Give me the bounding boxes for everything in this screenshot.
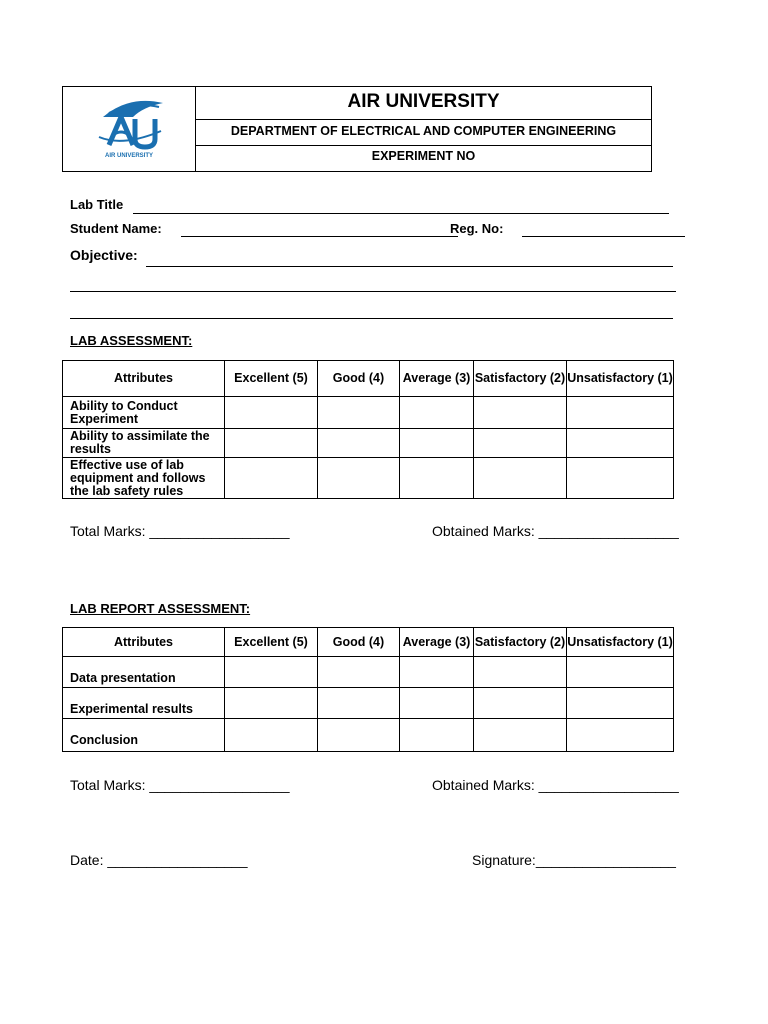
score-cell[interactable] [318, 397, 400, 429]
col-header-good: Good (4) [318, 628, 400, 657]
objective-label: Objective: [70, 247, 138, 263]
date-field[interactable]: Date: __________________ [70, 852, 248, 868]
score-cell[interactable] [474, 719, 567, 752]
objective-line-1[interactable] [146, 266, 673, 267]
score-cell[interactable] [318, 719, 400, 752]
score-cell[interactable] [567, 657, 674, 688]
col-header-excellent: Excellent (5) [225, 361, 318, 397]
score-cell[interactable] [225, 719, 318, 752]
report-total-marks[interactable]: Total Marks: __________________ [70, 777, 290, 793]
report-assessment-heading: LAB REPORT ASSESSMENT: [70, 601, 251, 616]
score-cell[interactable] [567, 397, 674, 429]
col-header-satisfactory: Satisfactory (2) [474, 361, 567, 397]
table-row [63, 688, 674, 719]
col-header-unsatisfactory: Unsatisfactory (1) [567, 361, 674, 397]
row-label: Experimental results [63, 688, 225, 719]
university-title: AIR UNIVERSITY [347, 91, 500, 112]
score-cell[interactable] [318, 458, 400, 499]
score-cell[interactable] [474, 397, 567, 429]
logo-text: AIR UNIVERSITY [104, 153, 154, 159]
score-cell[interactable] [318, 688, 400, 719]
score-cell[interactable] [400, 657, 474, 688]
row-label: Ability to assimilate the results [63, 429, 225, 458]
score-cell[interactable] [474, 429, 567, 458]
score-cell[interactable] [474, 657, 567, 688]
objective-line-2[interactable] [70, 291, 676, 292]
lab-total-marks[interactable]: Total Marks: __________________ [70, 523, 290, 539]
student-name-label: Student Name: [70, 221, 162, 236]
col-header-good: Good (4) [318, 361, 400, 397]
experiment-no: EXPERIMENT NO [371, 149, 476, 163]
row-label: Ability to Conduct Experiment [63, 397, 225, 429]
lab-title-label: Lab Title [70, 197, 124, 212]
table-row [63, 458, 674, 499]
report-obtained-marks[interactable]: Obtained Marks: __________________ [432, 777, 679, 793]
score-cell[interactable] [225, 458, 318, 499]
student-name-line[interactable] [181, 236, 458, 237]
lab-obtained-marks[interactable]: Obtained Marks: __________________ [432, 523, 679, 539]
reg-no-line[interactable] [522, 236, 685, 237]
col-header-average: Average (3) [400, 361, 474, 397]
score-cell[interactable] [474, 688, 567, 719]
objective-line-3[interactable] [70, 318, 673, 319]
score-cell[interactable] [567, 458, 674, 499]
col-header-attributes: Attributes [63, 361, 225, 397]
table-row [63, 657, 674, 688]
score-cell[interactable] [225, 688, 318, 719]
score-cell[interactable] [225, 397, 318, 429]
row-label: Data presentation [63, 657, 225, 688]
row-label: Effective use of lab equipment and follows the lab safety rules [63, 458, 225, 499]
col-header-attributes: Attributes [63, 628, 225, 657]
score-cell[interactable] [225, 429, 318, 458]
lab-title-line[interactable] [133, 213, 669, 214]
col-header-excellent: Excellent (5) [225, 628, 318, 657]
table-row [63, 429, 674, 458]
score-cell[interactable] [567, 719, 674, 752]
score-cell[interactable] [318, 429, 400, 458]
score-cell[interactable] [567, 429, 674, 458]
header-box [62, 86, 652, 172]
col-header-unsatisfactory: Unsatisfactory (1) [567, 628, 674, 657]
report-assessment-table [62, 627, 674, 752]
table-row [63, 397, 674, 429]
air-university-logo [63, 87, 195, 171]
score-cell[interactable] [400, 458, 474, 499]
department-title: DEPARTMENT OF ELECTRICAL AND COMPUTER ENGINEERING [230, 124, 617, 138]
score-cell[interactable] [400, 397, 474, 429]
score-cell[interactable] [400, 719, 474, 752]
score-cell[interactable] [567, 688, 674, 719]
score-cell[interactable] [400, 429, 474, 458]
col-header-satisfactory: Satisfactory (2) [474, 628, 567, 657]
table-row [63, 719, 674, 752]
row-label: Conclusion [63, 719, 225, 752]
score-cell[interactable] [400, 688, 474, 719]
lab-assessment-heading: LAB ASSESSMENT: [70, 333, 193, 348]
reg-no-label: Reg. No: [450, 221, 504, 236]
signature-field[interactable]: Signature:__________________ [472, 852, 676, 868]
score-cell[interactable] [225, 657, 318, 688]
col-header-average: Average (3) [400, 628, 474, 657]
logo-cell [63, 87, 196, 171]
score-cell[interactable] [474, 458, 567, 499]
lab-assessment-table [62, 360, 674, 499]
score-cell[interactable] [318, 657, 400, 688]
